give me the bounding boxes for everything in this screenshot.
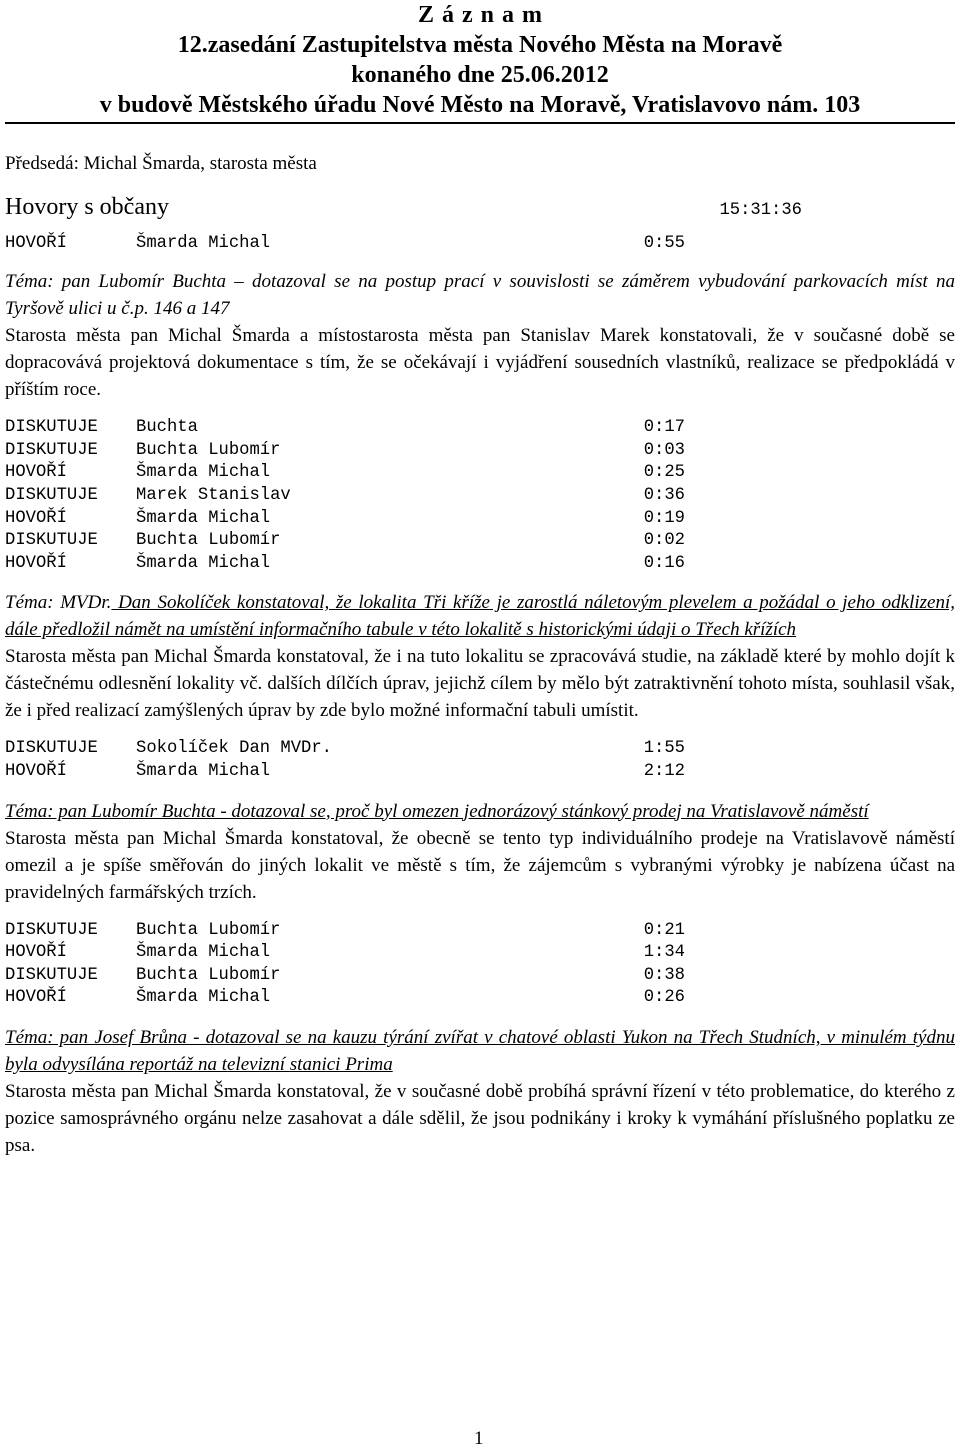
topic-2-text: Dan Sokolíček konstatoval, že lokalita Tři kříže je zarostlá náletovým plevelem a požádal o jeho odklizení, dále předložil námět na umístění informačního tabule v této lokalitě s historickými údaji o Třech křížích bbox=[5, 592, 955, 641]
speaker-list-1 bbox=[5, 417, 955, 575]
topic-3-paragraph: Starosta města pan Michal Šmarda konstatoval, že obecně se tento typ individuálního prodeje na Vratislavově náměstí omezil a je spíše směřován do jiných lokalit ve městě s tím, že zájemcům s vybranými výrobky je nabízena účast na pravidelných farmářských trzích. bbox=[5, 827, 955, 903]
speaker-row bbox=[5, 233, 685, 256]
topic-2-paragraph: Starosta města pan Michal Šmarda konstatoval, že i na tuto lokalitu se zpracovává studie, na základě které by mohlo dojít k částečnému odlesnění lokality vč. dalších dílčích úprav, jejichž cílem by mělo být zatraktivnění tohoto místa, souhlasil však, že i před realizací zamýšlených úprav by zde bylo možné informační tabuli umístit. bbox=[5, 646, 955, 722]
speaker-row: DISKUTUJE Marek Stanislav 0:36 bbox=[5, 485, 685, 505]
speaker-time: 0:55 bbox=[643, 233, 685, 253]
speaker-role: HOVOŘÍ bbox=[5, 233, 67, 253]
speaker-row: HOVOŘÍ Šmarda Michal 1:34 bbox=[5, 943, 685, 963]
speaker-row: HOVOŘÍ Šmarda Michal 0:25 bbox=[5, 463, 685, 483]
speaker-row: HOVOŘÍ Šmarda Michal 2:12 bbox=[5, 761, 685, 781]
topic-3-text: Téma: pan Lubomír Buchta - dotazoval se, proč byl omezen jednorázový stánkový prodej na Vratislavově náměstí bbox=[5, 800, 869, 822]
document-header bbox=[5, 0, 955, 120]
header-title: Z á z n a m bbox=[418, 2, 542, 28]
header-rule bbox=[5, 122, 955, 124]
topic-3-heading bbox=[5, 798, 955, 825]
speaker-row: DISKUTUJE Buchta Lubomír 0:38 bbox=[5, 965, 685, 985]
speaker-row: DISKUTUJE Sokolíček Dan MVDr. 1:55 bbox=[5, 739, 685, 759]
speaker-list-3 bbox=[5, 920, 955, 1010]
header-session: 12.zasedání Zastupitelstva města Nového Města na Moravě bbox=[177, 32, 783, 58]
speaker-row: HOVOŘÍ Šmarda Michal 0:26 bbox=[5, 988, 685, 1008]
speaker-row: DISKUTUJE Buchta 0:17 bbox=[5, 418, 685, 438]
header-venue: v budově Městského úřadu Nové Město na Moravě, Vratislavovo nám. 103 bbox=[99, 92, 861, 118]
topic-4-heading bbox=[5, 1024, 955, 1078]
topic-4-text: Téma: pan Josef Brůna - dotazoval se na kauzu týrání zvířat v chatové oblasti Yukon na Třech Studních, v minulém týdnu byla odvysílána reportáž na televizní stanici Prima bbox=[5, 1026, 955, 1075]
page-number: 1 bbox=[474, 1428, 484, 1449]
topic-2-prefix: Téma: MVDr. bbox=[5, 592, 112, 614]
chair-line: Předsedá: Michal Šmarda, starosta města bbox=[5, 153, 317, 174]
section-time: 15:31:36 bbox=[719, 201, 802, 220]
topic-4-paragraph: Starosta města pan Michal Šmarda konstatoval, že v současné době probíhá správní řízení v této problematice, do kterého z pozice samosprávného orgánu nelze zasahovat a dále sdělil, že jsou podnikány i kroky k vymáhání příslušného poplatku ze psa. bbox=[5, 1080, 955, 1156]
speaker-row: HOVOŘÍ Šmarda Michal 0:16 bbox=[5, 553, 685, 573]
speaker-name: Šmarda Michal bbox=[136, 233, 271, 253]
speaker-row: DISKUTUJE Buchta Lubomír 0:03 bbox=[5, 440, 685, 460]
topic-1-prefix: Téma: bbox=[5, 271, 62, 293]
header-date: konaného dne 25.06.2012 bbox=[351, 62, 609, 88]
document-page bbox=[5, 0, 955, 1159]
speaker-row: DISKUTUJE Buchta Lubomír 0:21 bbox=[5, 920, 685, 940]
speaker-list-2 bbox=[5, 738, 955, 783]
speaker-row: HOVOŘÍ Šmarda Michal 0:19 bbox=[5, 508, 685, 528]
topic-2-heading bbox=[5, 589, 955, 643]
section-heading bbox=[5, 192, 802, 223]
section-title: Hovory s občany bbox=[5, 194, 169, 220]
topic-1-heading bbox=[5, 268, 955, 322]
topic-1-paragraph: Starosta města pan Michal Šmarda a místostarosta města pan Stanislav Marek konstatovali, že v současné době se dopracovává projektová dokumentace s tím, že se očekávají i vyjádření sousedních vlastníků, realizace se předpokládá v příštím roce. bbox=[5, 325, 955, 401]
speaker-row: DISKUTUJE Buchta Lubomír 0:02 bbox=[5, 531, 685, 551]
topic-1-text: pan Lubomír Buchta – dotazoval se na postup prací v souvislosti se záměrem vybudování parkovacích míst na Tyršově ulici u č.p. 146 a 147 bbox=[5, 271, 955, 320]
